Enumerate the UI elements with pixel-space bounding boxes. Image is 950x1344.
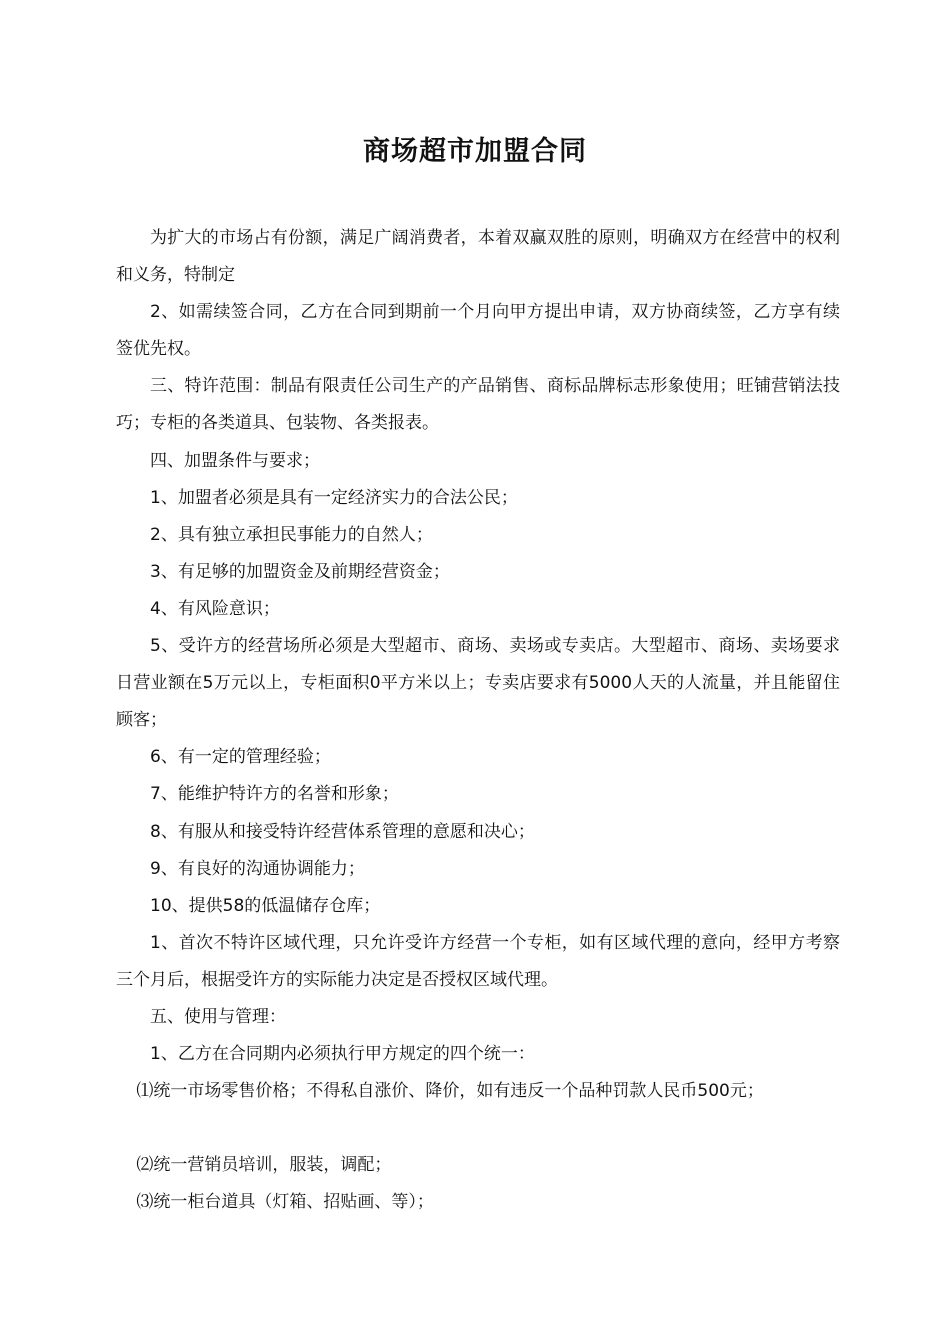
paragraph-requirement-6: 6、有一定的管理经验；: [150, 747, 331, 768]
document-title: 商场超市加盟合同: [363, 136, 587, 167]
paragraph-requirement-8: 8、有服从和接受特许经营体系管理的意愿和决心；: [150, 821, 535, 842]
paragraph-unified-pricing: ⑴统一市场零售价格；不得私自涨价、降价，如有违反一个品种罚款人民币500元；: [136, 1081, 764, 1102]
paragraph-requirement-9: 9、有良好的沟通协调能力；: [150, 858, 365, 879]
paragraph-unified-fixtures: ⑶统一柜台道具（灯箱、招贴画、等）；: [136, 1192, 434, 1213]
paragraph-requirement-1: 1、加盟者必须是具有一定经济实力的合法公民；: [150, 487, 518, 508]
paragraph-franchise-scope: 三、特许范围：制品有限责任公司生产的产品销售、商标品牌标志形象使用；旺铺营销法技巧；专柜的各类道具、包装物、各类报表。: [116, 376, 840, 434]
document-body: [116, 220, 840, 1221]
paragraph-section-5-heading: 五、使用与管理：: [150, 1006, 286, 1027]
paragraph-requirement-2: 2、具有独立承担民事能力的自然人；: [150, 524, 433, 545]
paragraph-renewal: 2、如需续签合同，乙方在合同到期前一个月向甲方提出申请，双方协商续签，乙方享有续签优先权。: [116, 302, 840, 360]
paragraph-four-unifications: 1、乙方在合同期内必须执行甲方规定的四个统一：: [150, 1044, 535, 1065]
paragraph-requirement-7: 7、能维护特许方的名誉和形象；: [150, 784, 399, 805]
paragraph-requirement-10: 10、提供58的低温储存仓库；: [150, 895, 381, 916]
paragraph-unified-training: ⑵统一营销员培训，服装，调配；: [136, 1155, 392, 1176]
paragraph-requirement-3: 3、有足够的加盟资金及前期经营资金；: [150, 561, 450, 582]
paragraph-spacer: [116, 1110, 840, 1147]
paragraph-requirement-4: 4、有风险意识；: [150, 598, 280, 619]
paragraph-preamble: 为扩大的市场占有份额，满足广阔消费者，本着双赢双胜的原则，明确双方在经营中的权利和义务，特制定: [116, 228, 840, 286]
paragraph-requirement-5: 5、受许方的经营场所必须是大型超市、商场、卖场或专卖店。大型超市、商场、卖场要求日营业额在5万元以上，专柜面积0平方米以上；专卖店要求有5000人天的人流量，并且能留住顾客；: [116, 636, 840, 731]
paragraph-section-4-heading: 四、加盟条件与要求；: [150, 450, 320, 471]
paragraph-regional-agency: 1、首次不特许区域代理，只允许受许方经营一个专柜，如有区域代理的意向，经甲方考察三个月后，根据受许方的实际能力决定是否授权区域代理。: [116, 932, 840, 990]
